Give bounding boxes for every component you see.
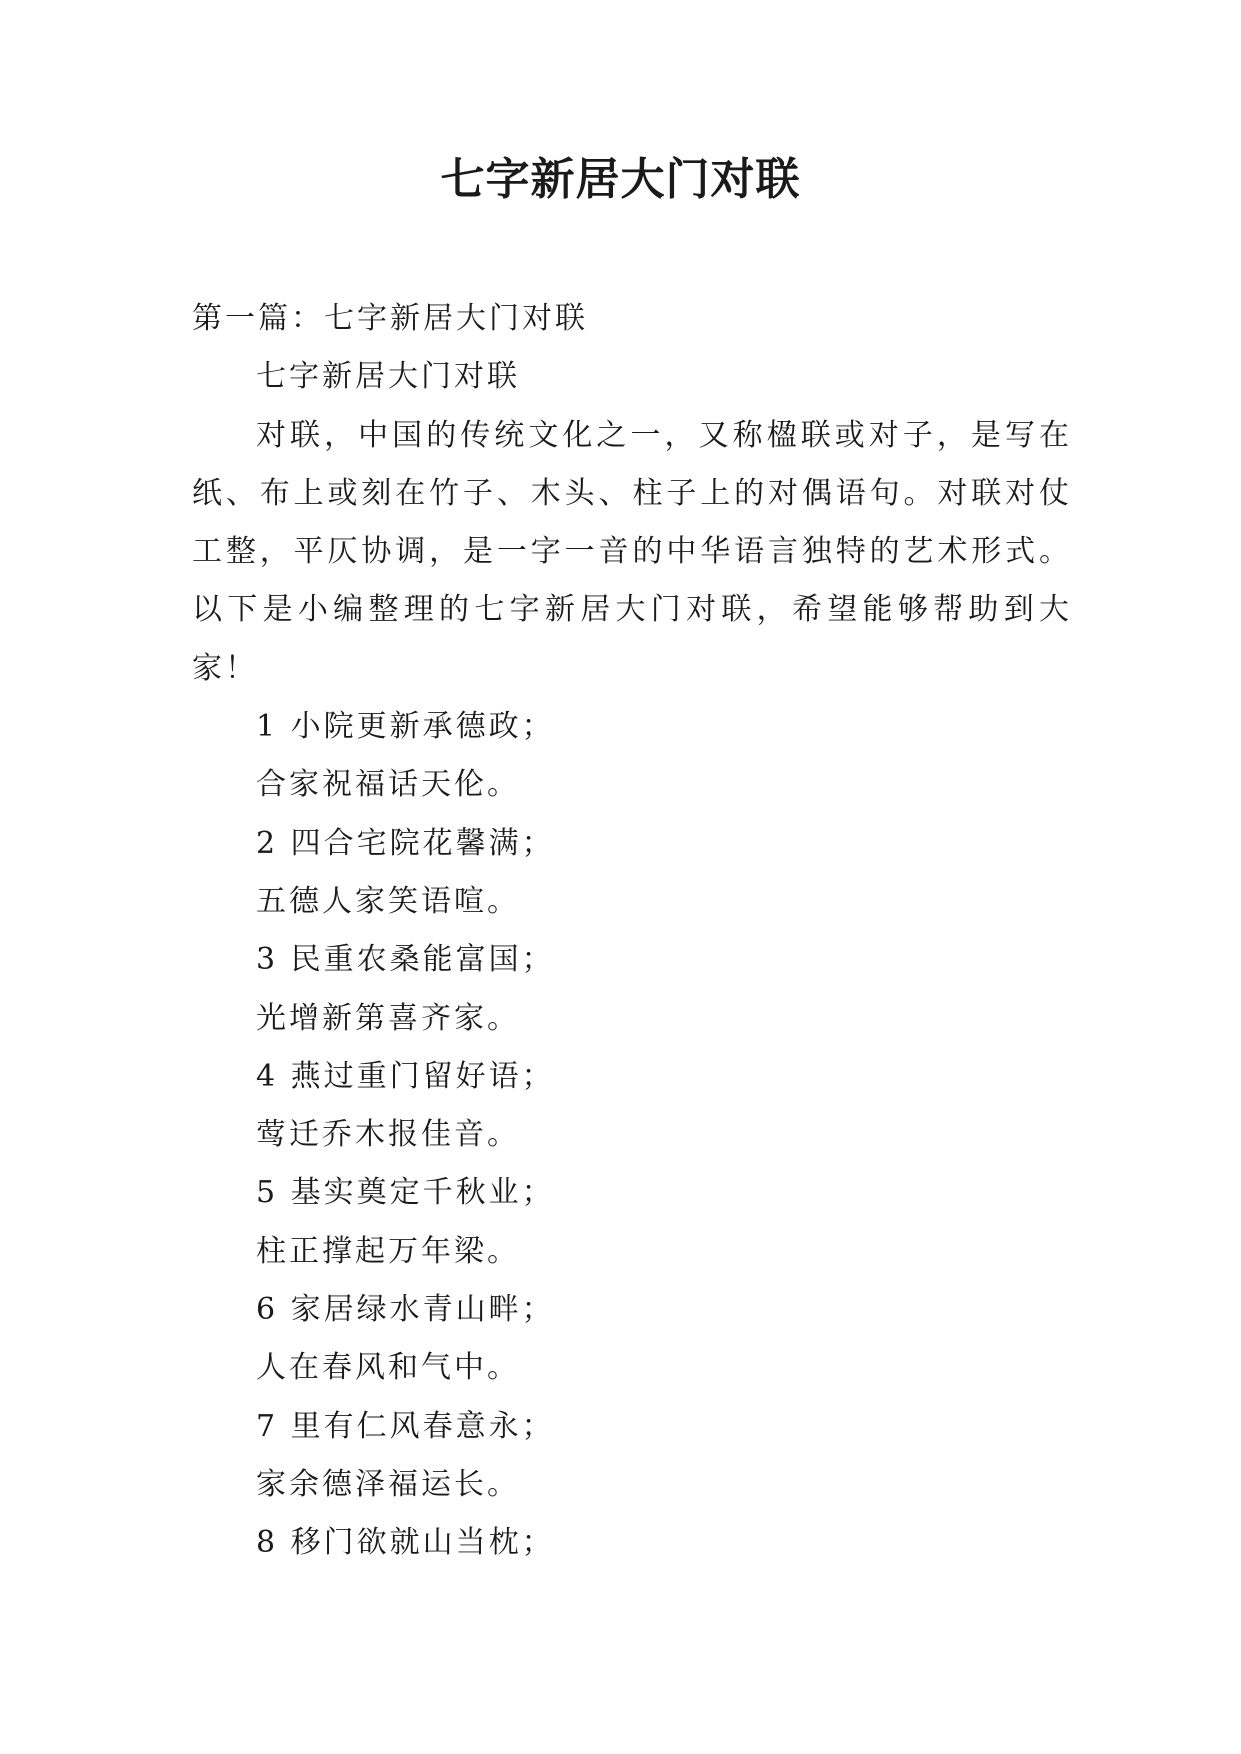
- section-heading: 第一篇：七字新居大门对联: [192, 301, 588, 336]
- couplet-5-first: 5 基实奠定千秋业；: [256, 1175, 555, 1211]
- couplet-8-first: 8 移门欲就山当枕；: [256, 1525, 555, 1561]
- couplet-2-second: 五德人家笑语喧。: [256, 883, 520, 919]
- intro-paragraph: 对联，中国的传统文化之一，又称楹联或对子，是写在纸、布上或刻在竹子、木头、柱子上的对偶语句。对联对仗工整，平仄协调，是一字一音的中华语言独特的艺术形式。以下是小编整理的七字新居大门对联，希望能够帮助到大家！: [192, 417, 1072, 686]
- couplet-4-second: 莺迁乔木报佳音。: [256, 1117, 520, 1153]
- couplet-6-first: 6 家居绿水青山畔；: [256, 1292, 555, 1328]
- couplet-1-first: 1 小院更新承德政；: [256, 709, 555, 745]
- couplet-5-second: 柱正撑起万年梁。: [256, 1233, 520, 1269]
- couplet-7-first: 7 里有仁风春意永；: [256, 1408, 555, 1444]
- couplet-3-first: 3 民重农桑能富国；: [256, 942, 555, 978]
- section-subtitle: 七字新居大门对联: [256, 359, 520, 395]
- couplet-6-second: 人在春风和气中。: [256, 1350, 520, 1386]
- couplet-7-second: 家余德泽福运长。: [256, 1466, 520, 1502]
- couplet-3-second: 光增新第喜齐家。: [256, 1000, 520, 1036]
- couplet-4-first: 4 燕过重门留好语；: [256, 1058, 555, 1094]
- couplet-1-second: 合家祝福话天伦。: [256, 767, 520, 803]
- couplet-2-first: 2 四合宅院花馨满；: [256, 825, 555, 861]
- document-title: 七字新居大门对联: [440, 154, 801, 205]
- document-body: [192, 290, 1072, 1573]
